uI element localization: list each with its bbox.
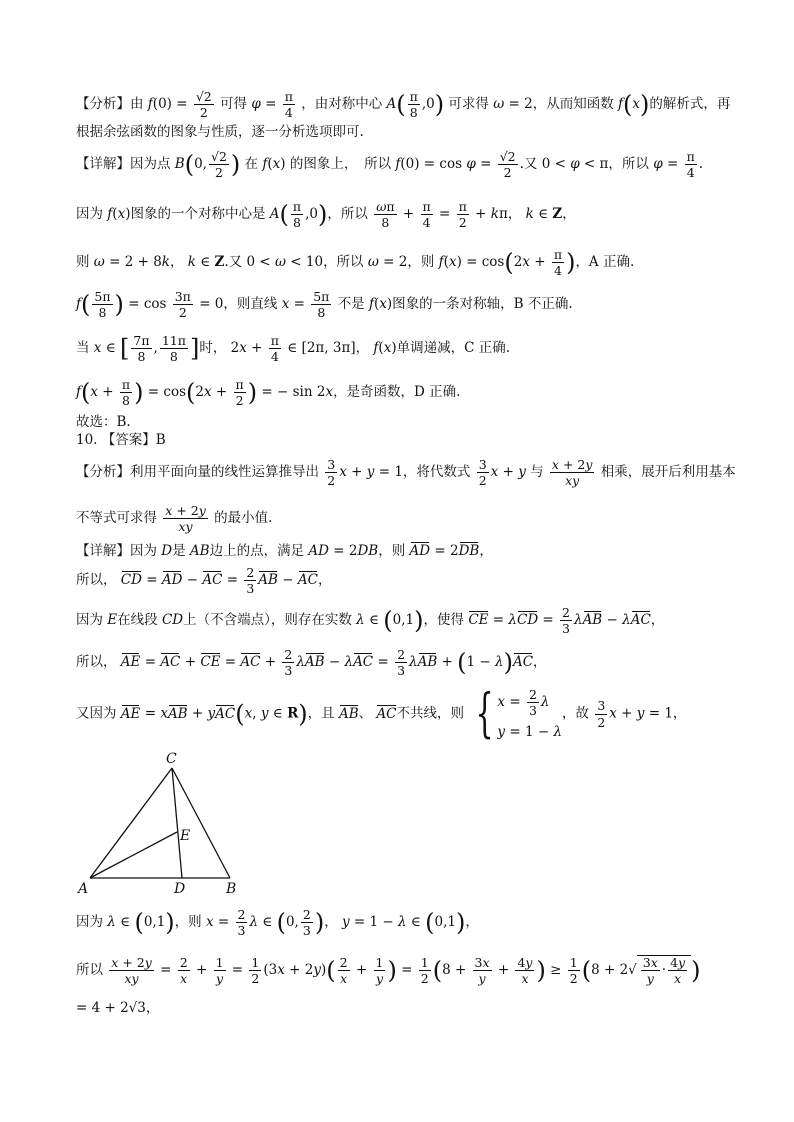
detail-line-3: 则 ω = 2 + 8k， k ∈ Z.又 0 < ω < 10，所以 ω = 2，则 f(x) = cos(2x + $\frac{\pi}{4}$ )，A 正确. <box>76 247 635 279</box>
analysis2-line-1: 【分析】利用平面向量的线性运算推导出 $\frac{3}{2}$ x + y = 1，将代数式 $\frac{3}{2}$ x + y 与 $\frac{x + 2y}{xy}$ 相乘，展开后利用基本 <box>76 457 736 489</box>
label-a: A <box>78 881 89 895</box>
label-c: C <box>166 751 177 767</box>
detail2-line-2: 所以， CD = AD − AC = $\frac{2}{3}$ AB − AC， <box>76 565 332 597</box>
detail2-line-7: 所以 $\frac{x + 2y}{xy}$ = $\frac{2}{x}$ + $\frac{1}{y}$ = $\frac{1}{2}$ (3x + 2y)( $\frac{2}{x}$ + $\frac{1}{y}$ ) = $\frac{1}{2}$ (8 + $\frac{3x}{y}$ + $\frac{4y}{x}$ ) ≥ $\frac{1}{2}$ (8 + 2√ $\frac{3x}{y}$ · $\frac{4y}{x}$ ) <box>76 955 701 987</box>
detail-line-4: f( $\frac{5\pi}{8}$ ) = cos $\frac{3\pi}{2}$ = 0，则直线 x = $\frac{5\pi}{8}$ 不是 f(x)图象的一条对称轴，B 不正确. <box>76 289 573 321</box>
label-e: E <box>180 828 191 844</box>
detail2-line-3: 因为 E在线段 CD上（不含端点），则存在实数 λ ∈ (0,1)，使得 CE = λCD = $\frac{2}{3}$ λAB − λAC， <box>76 605 665 637</box>
label-b: B <box>226 881 237 895</box>
detail2-line-8: = 4 + 2√3， <box>76 1000 160 1016</box>
detail2-line-6: 因为 λ ∈ (0,1)，则 x = $\frac{2}{3}$ λ ∈ (0, $\frac{2}{3}$ )， y = 1 − λ ∈ (0,1)， <box>76 907 479 939</box>
analysis-line-1: 【分析】由 f(0) = $\frac{√2}{2}$ 可得 φ = $\frac{\pi}{4}$ ，由对称中心 A( $\frac{\pi}{8}$ ,0) 可求得 ω = 2，从而知函数 f(x)的解析式，再 <box>76 89 731 121</box>
detail2-line-4: 所以， AE = AC + CE = AC + $\frac{2}{3}$ λAB − λAC = $\frac{2}{3}$ λAB + (1 − λ)AC， <box>76 647 547 679</box>
label-d: D <box>174 881 186 895</box>
analysis-line-2: 根据余弦函数的图象与性质，逐一分析选项即可. <box>76 124 364 140</box>
detail2-line-1: 【详解】因为 D是 AB边上的点，满足 AD = 2DB，则 AD = 2DB， <box>76 543 493 559</box>
choice-line: 故选：B. <box>76 414 131 430</box>
detail-line-5: 当 x ∈ [ $\frac{7\pi}{8}$ , $\frac{11\pi}{8}$ ]时， 2x + $\frac{\pi}{4}$ ∈ [2π, 3π]， f(x)单调递减，C 正确. <box>76 333 511 365</box>
detail-line-1: 【详解】因为点 B(0, $\frac{√2}{2}$ ) 在 f(x) 的图象上， 所以 f(0) = cos φ = $\frac{√2}{2}$ .又 0 < φ < π，所以 φ = $\frac{\pi}{4}$ . <box>76 149 704 181</box>
analysis2-line-2: 不等式可求得 $\frac{x + 2y}{xy}$ 的最小值. <box>76 503 273 535</box>
triangle-figure <box>76 750 246 895</box>
detail-line-2: 因为 f(x)图象的一个对称中心是 A( $\frac{\pi}{8}$ ,0)，所以 $\frac{\omega\pi}{8}$ + $\frac{\pi}{4}$ = $\frac{\pi}{2}$ + kπ， k ∈ Z， <box>76 199 576 231</box>
segment-ae <box>90 832 177 878</box>
side-ac <box>90 768 172 878</box>
answer-heading: 10. 【答案】B <box>76 432 166 448</box>
detail2-line-5: 又因为 AE = xAB + yAC(x, y ∈ R)，且 AB、 AC不共线，则 { x = $\frac{2}{3}$ λ y = 1 − λ ，故 $\frac{3}{2}$ x + y = 1， <box>76 684 687 744</box>
detail-line-6: f(x + $\frac{\pi}{8}$ ) = cos(2x + $\frac{\pi}{2}$ ) = − sin 2x，是奇函数，D 正确. <box>76 377 461 409</box>
